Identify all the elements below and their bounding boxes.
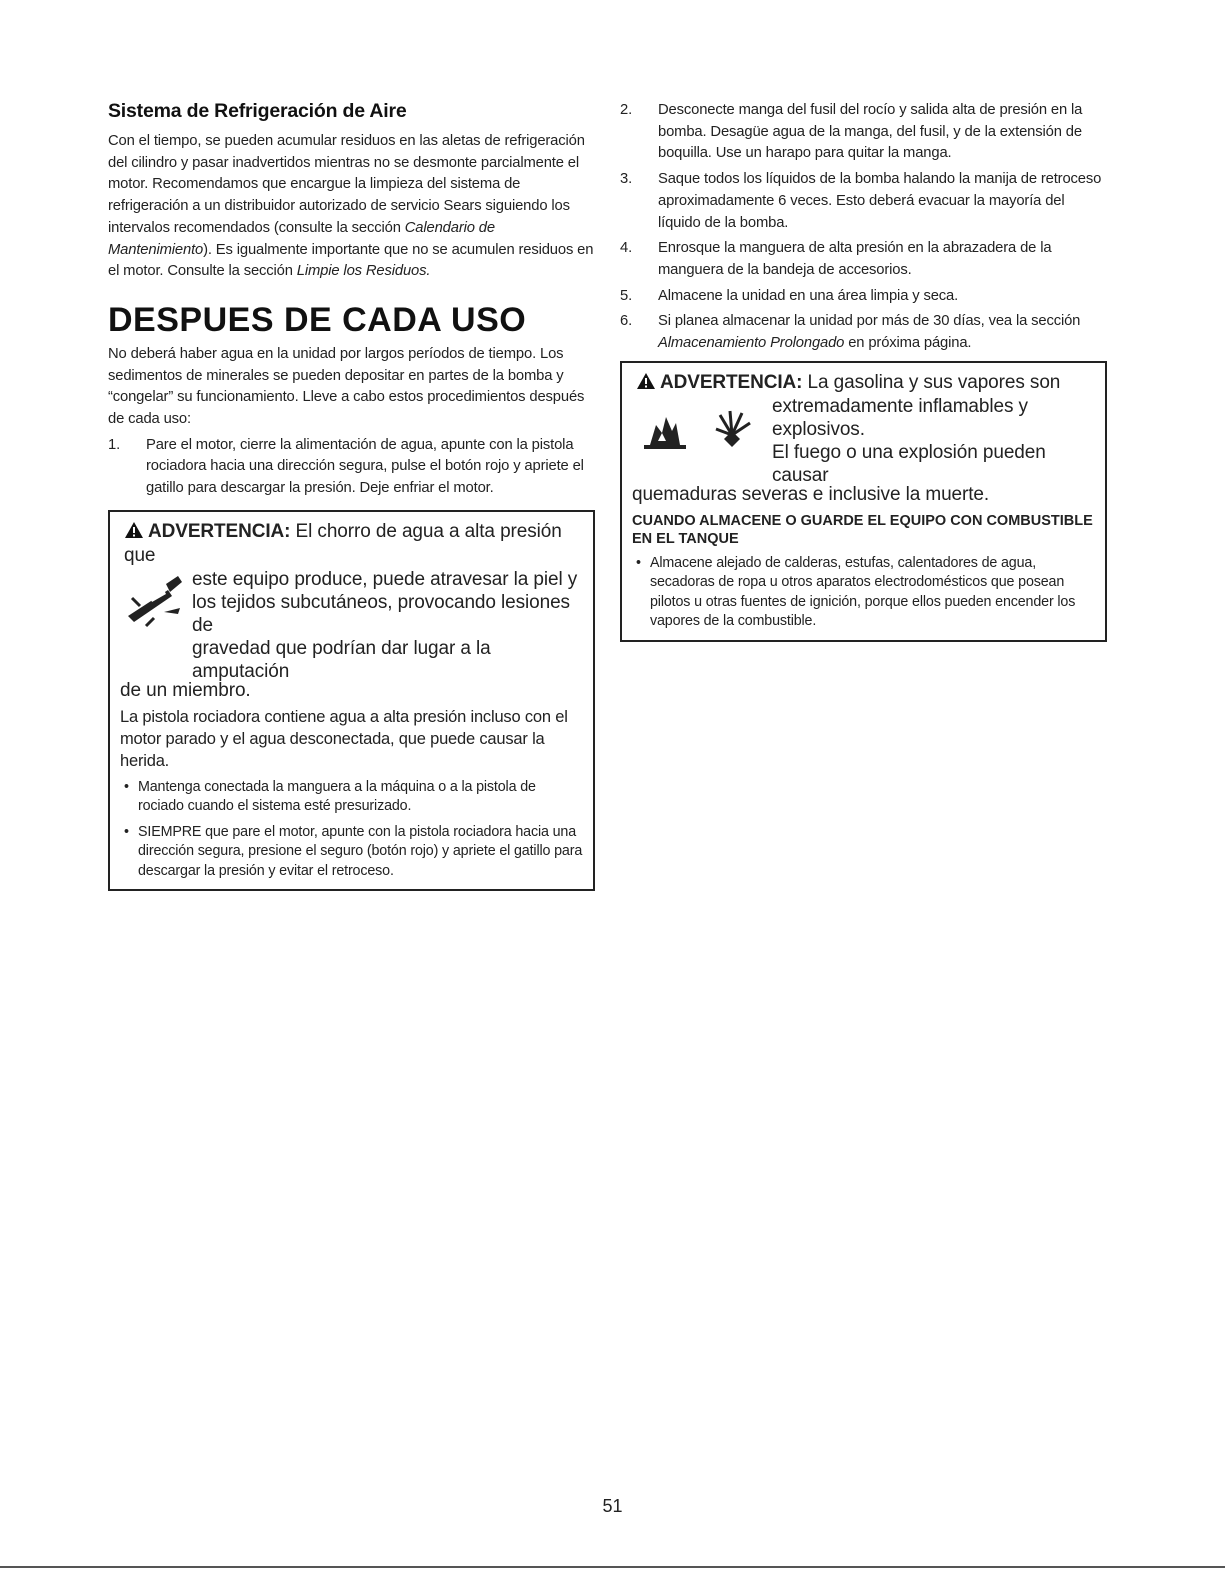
cooling-ref-residues: Limpie los Residuos. [296,263,431,280]
warning-line: explosivos. [772,418,865,440]
warning-line: El fuego o una explosión pueden causar [772,441,1046,486]
warning-triangle-icon [124,521,144,539]
step-number: 5. [620,287,633,304]
list-item [108,435,595,500]
list-item [620,238,1107,281]
right-column [620,100,1107,642]
step-ref-storage: Almacenamiento Prolongado [658,335,845,352]
steps-list-right [620,100,1107,355]
warning-title-line [632,371,1097,395]
warning-line: este equipo produce, puede atravesar la piel y [192,568,578,590]
step-text: Si planea almacenar la unidad por más de 30 días, vea la sección [658,313,1081,330]
list-item [620,100,1107,165]
warning-triangle-icon [636,372,656,390]
warning-bullets [120,778,585,882]
step-number: 4. [620,240,633,257]
step-text-end: en próxima página. [844,335,972,352]
skin-injection-icon [120,568,200,638]
warning-row [120,568,585,683]
step-text: Almacene la unidad en una área limpia y seca. [658,287,959,304]
bottom-divider [0,1566,1225,1568]
cooling-text-2: ). Es igualmente importante que no se acumulen residuos en el motor. Consulte la sección [108,241,594,280]
step-number: 3. [620,171,633,188]
warning-line: extremadamente inflamables y [772,395,1028,417]
warning-last-line: de un miembro. [120,679,251,701]
steps-list-left [108,435,595,500]
warning-bullets [632,554,1097,632]
after-use-intro: No deberá haber agua en la unidad por largos períodos de tiempo. Los sedimentos de minerales se pueden depositar en partes de la bomba y “congelar” su funcionamiento. Lleve a cabo estos procedimientos después de cada uso: [108,345,585,428]
warning-icon-lines [772,395,1097,487]
list-item: • SIEMPRE que pare el motor, apunte con la pistola rociadora hacia una dirección segura, presione el seguro (botón rojo) y apriete el gatillo para descargar la presión y evitar el retroceso. [120,823,585,882]
list-item [620,311,1107,354]
warning-box-water [108,510,595,892]
step-number: 1. [108,436,121,453]
warning-first-line: La gasolina y sus vapores son [807,371,1061,393]
after-use-heading: DESPUES DE CADA USO [108,300,527,339]
step-text: Pare el motor, cierre la alimentación de agua, apunte con la pistola rociadora hacia una dirección segura, pulse el botón rojo y apriete el gatillo para descargar la presión. Deje enfriar el motor. [146,436,584,497]
page-number: 51 [602,1496,623,1516]
warning-row [632,395,1097,487]
step-number: 6. [620,313,633,330]
list-item: • Mantenga conectada la manguera a la máquina o a la pistola de rociado cuando el sistema esté presurizado. [120,778,585,817]
step-number: 2. [620,102,633,118]
warning-line: los tejidos subcutáneos, provocando lesiones de [192,591,570,636]
cooling-text-1: Con el tiempo, se pueden acumular residuos en las aletas de refrigeración del cilindro y pasar inadvertidos mientras no se desmonte parcialmente el motor. Recomendamos que encargue la limpieza del sistema de refrigeración a un distribuidor autorizado de servicio Sears siguiendo los intervalos recomendados (consulte la sección [108,133,585,236]
fire-explosion-icon [632,395,772,465]
warning-detail-text: La pistola rociadora contiene agua a alta presión incluso con el motor parado y el agua desconectada, que puede causar la herida. [120,707,568,770]
warning-icon-lines [192,568,585,683]
step-text: Desconecte manga del fusil del rocío y salida alta de presión en la bomba. Desagüe agua de la manga, del fusil, y de la extensión de boquilla. Use un harapo para quitar la manga. [658,102,1083,162]
warning-line: gravedad que podrían dar lugar a la amputación [192,637,491,682]
list-item [620,169,1107,234]
step-text: Saque todos los líquidos de la bomba halando la manija de retroceso aproximadamente 6 veces. Esto deberá evacuar la mayoría del líquido de la bomba. [658,171,1102,231]
warning-label: ADVERTENCIA: [148,520,291,542]
step-text: Enrosque la manguera de alta presión en la abrazadera de la manguera de la bandeja de accesorios. [658,240,1052,278]
warning-first-line: El chorro de agua a alta presión que [124,520,562,566]
cooling-heading: Sistema de Refrigeración de Aire [108,100,407,122]
warning-last-line: quemaduras severas e inclusive la muerte. [632,483,990,505]
list-item [620,286,1107,308]
warning-caps-heading: CUANDO ALMACENE O GUARDE EL EQUIPO CON COMBUSTIBLE EN EL TANQUE [632,512,1093,547]
cooling-paragraph [108,131,595,283]
warning-title-line [120,520,585,568]
list-item: • Almacene alejado de calderas, estufas, calentadores de agua, secadoras de ropa u otros aparatos electrodomésticos que posean pilotos u otras fuentes de ignición, porque ellos pueden encender los vapores de la combustible. [632,554,1097,632]
warning-label: ADVERTENCIA: [660,371,803,393]
left-column [108,100,595,891]
warning-box-fuel [620,361,1107,642]
cooling-ref-calendar: Calendario de Mantenimiento [108,219,495,258]
